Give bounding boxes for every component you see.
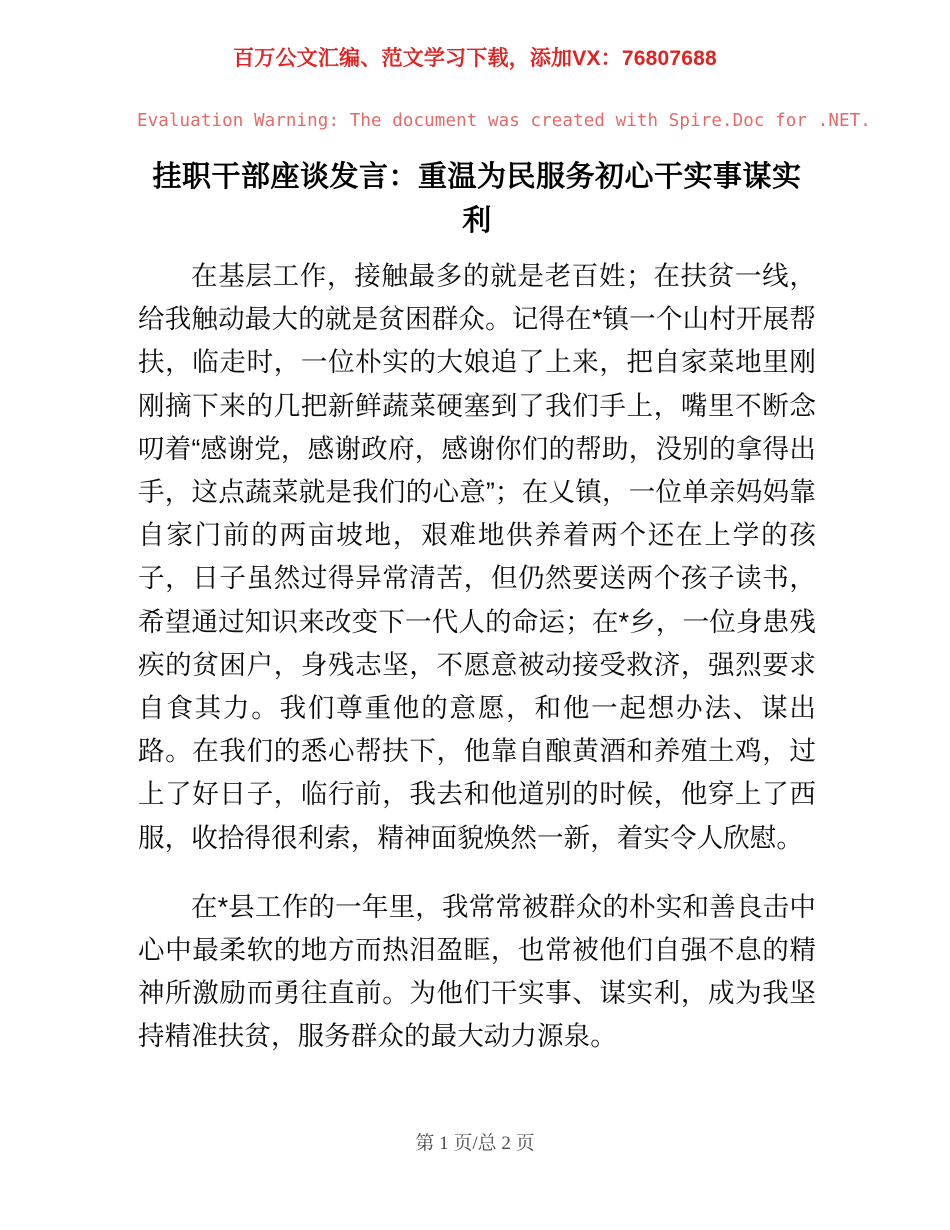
- body-paragraph-2: 在*县工作的一年里，我常常被群众的朴实和善良击中心中最柔软的地方而热泪盈眶，也常被他们自强不息的精神所激励而勇往直前。为他们干实事、谋实利，成为我坚持精准扶贫，服务群众的最大动力源泉。: [138, 891, 816, 1052]
- evaluation-warning-text: Evaluation Warning: The document was created with Spire.Doc for .NET.: [137, 111, 871, 131]
- document-content: [138, 155, 816, 1059]
- body-paragraph-1: 在基层工作，接触最多的就是老百姓；在扶贫一线，给我触动最大的就是贫困群众。记得在*镇一个山村开展帮扶，临走时，一位朴实的大娘追了上来，把自家菜地里刚刚摘下来的几把新鲜蔬菜硬塞到了我们手上，嘴里不断念叨着“感谢党，感谢政府，感谢你们的帮助，没别的拿得出手，这点蔬菜就是我们的心意”；在乂镇，一位单亲妈妈靠自家门前的两亩坡地，艰难地供养着两个还在上学的孩子，日子虽然过得异常清苦，但仍然要送两个孩子读书，希望通过知识来改变下一代人的命运；在*乡，一位身患残疾的贫困户，身残志坚，不愿意被动接受救济，强烈要求自食其力。我们尊重他的意愿，和他一起想办法、谋出路。在我们的悉心帮扶下，他靠自酿黄酒和养殖土鸡，过上了好日子，临行前，我去和他道别的时候，他穿上了西服，收拾得很利索，精神面貌焕然一新，着实令人欣慰。: [138, 261, 816, 853]
- document-title: 挂职干部座谈发言：重温为民服务初心干实事谋实利: [152, 161, 802, 237]
- page-number-footer: 第 1 页/总 2 页: [415, 1133, 535, 1154]
- promo-banner-text: 百万公文汇编、范文学习下载，添加VX：76807688: [233, 47, 717, 70]
